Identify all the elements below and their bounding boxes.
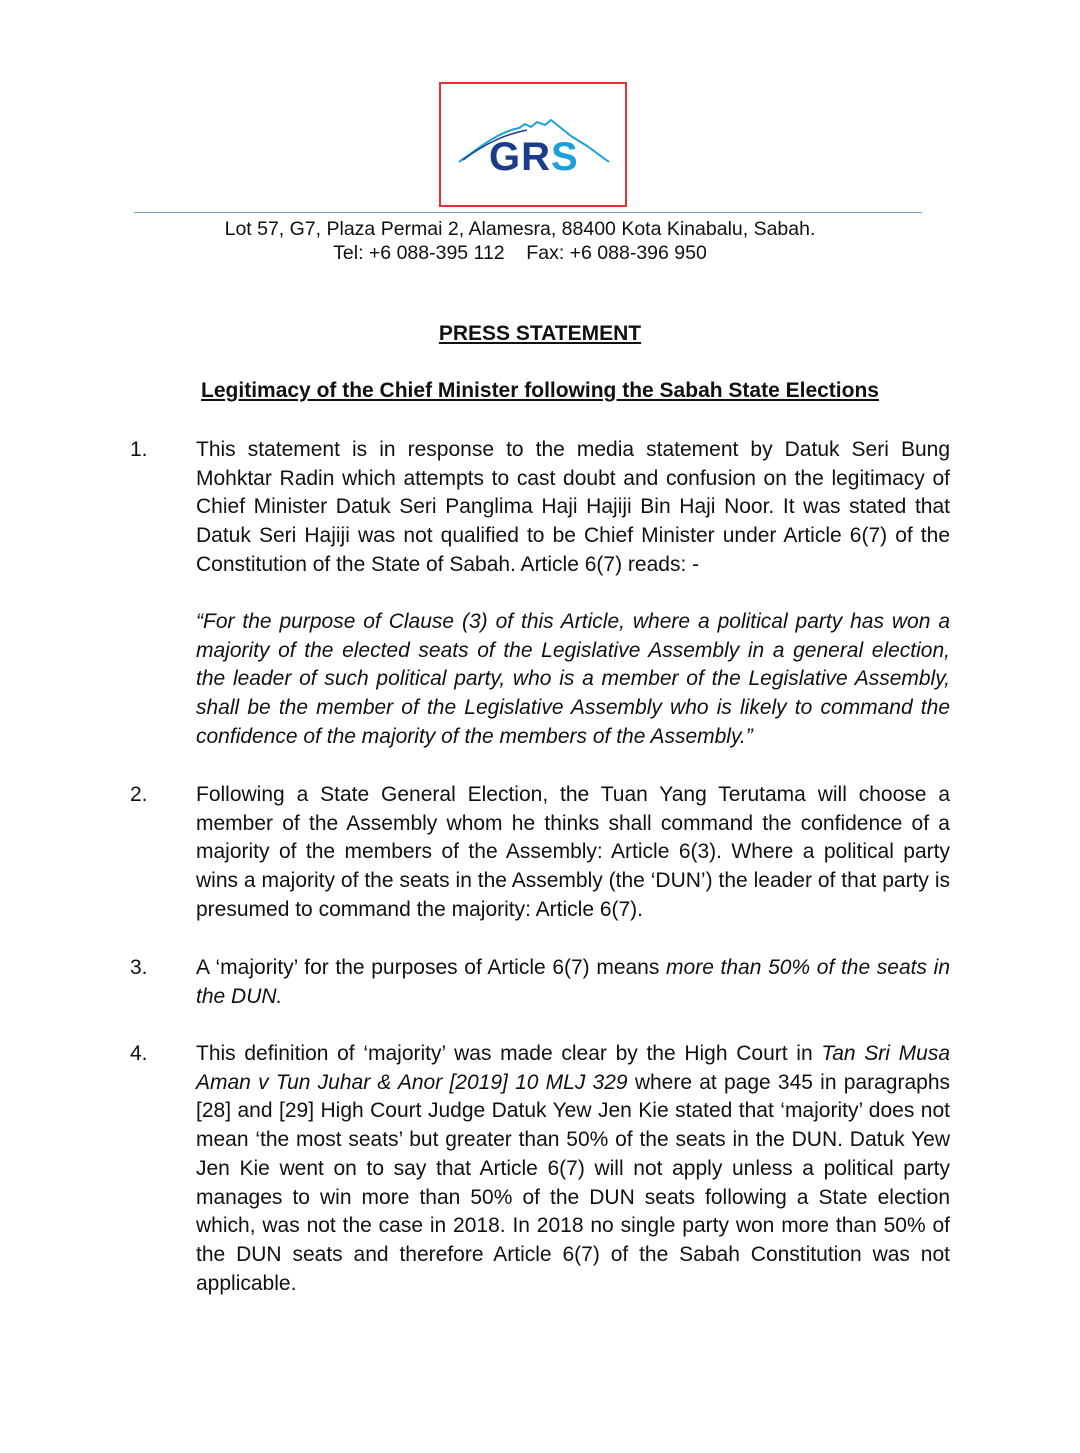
article-quote: “For the purpose of Clause (3) of this Article, where a political party has won a majority of the elected seats of the Legislative Assembly in a general election, the leader of such political party, who is a member of the Legislative Assembly, shall be the member of the Legislative Assembly who is likely to command the confidence of the majority of the members of the Assembly.” (196, 610, 950, 748)
paragraph-2: Following a State General Election, the Tuan Yang Terutama will choose a member of the Assembly whom he thinks shall command the confidence of a majority of the members of the Assembly: Article 6(3). Where a political party wins a majority of the seats in the Assembly (the ‘DUN’) the leader of that party is presumed to command the majority: Article 6(7). (196, 783, 950, 921)
paragraph-4-text-cont: where at page 345 in paragraphs [28] and [29] High Court Judge Datuk Yew Jen Kie stated that ‘majority’ does not mean ‘the most seats’ but greater than 50% of the seats in the DUN. Datuk Yew Jen Kie went on to say that Article 6(7) will not apply unless a political party manages to win more than 50% of the DUN seats following a State election which, was not the case in 2018. In 2018 no single party won more than 50% of the DUN seats and therefore Article 6(7) of the Sabah Constitution was not applicable. (196, 1070, 950, 1295)
paragraph-number: 4. (130, 1042, 148, 1065)
party-logo (439, 82, 627, 207)
header-address: Lot 57, G7, Plaza Permai 2, Alamesra, 88400 Kota Kinabalu, Sabah. (224, 218, 816, 240)
paragraph-number: 2. (130, 783, 148, 806)
paragraph-3-emphasis: more than 50% of the seats in the DUN. (196, 956, 950, 1008)
paragraph-4-text: This definition of ‘majority’ was made clear by the High Court in (196, 1042, 822, 1065)
logo-letter-g: G (489, 135, 522, 179)
logo-letter-s: S (551, 135, 579, 179)
paragraph-3-text: A ‘majority’ for the purposes of Article 6(7) means (196, 956, 667, 979)
paragraph-number: 3. (130, 956, 148, 979)
paragraph-3 (196, 954, 950, 1011)
paragraph-number: 1. (130, 438, 148, 461)
document-heading: PRESS STATEMENT (438, 322, 642, 345)
case-citation: Tan Sri Musa Aman v Tun Juhar & Anor [2019] 10 MLJ 329 (196, 1042, 950, 1094)
paragraph-4 (196, 1040, 950, 1298)
paragraph-1: This statement is in response to the media statement by Datuk Seri Bung Mohktar Radin which attempts to cast doubt and confusion on the legitimacy of Chief Minister Datuk Seri Panglima Haji Hajiji Bin Haji Noor. It was stated that Datuk Seri Hajiji was not qualified to be Chief Minister under Article 6(7) of the Constitution of the State of Sabah. Article 6(7) reads: - (196, 438, 950, 576)
logo-letter-r: R (521, 135, 552, 179)
logo-wordmark (489, 137, 579, 177)
header-divider (134, 212, 922, 213)
document-subheading: Legitimacy of the Chief Minister following the Sabah State Elections (201, 379, 879, 402)
header-contact: Tel: +6 088-395 112 Fax: +6 088-396 950 (333, 242, 707, 264)
